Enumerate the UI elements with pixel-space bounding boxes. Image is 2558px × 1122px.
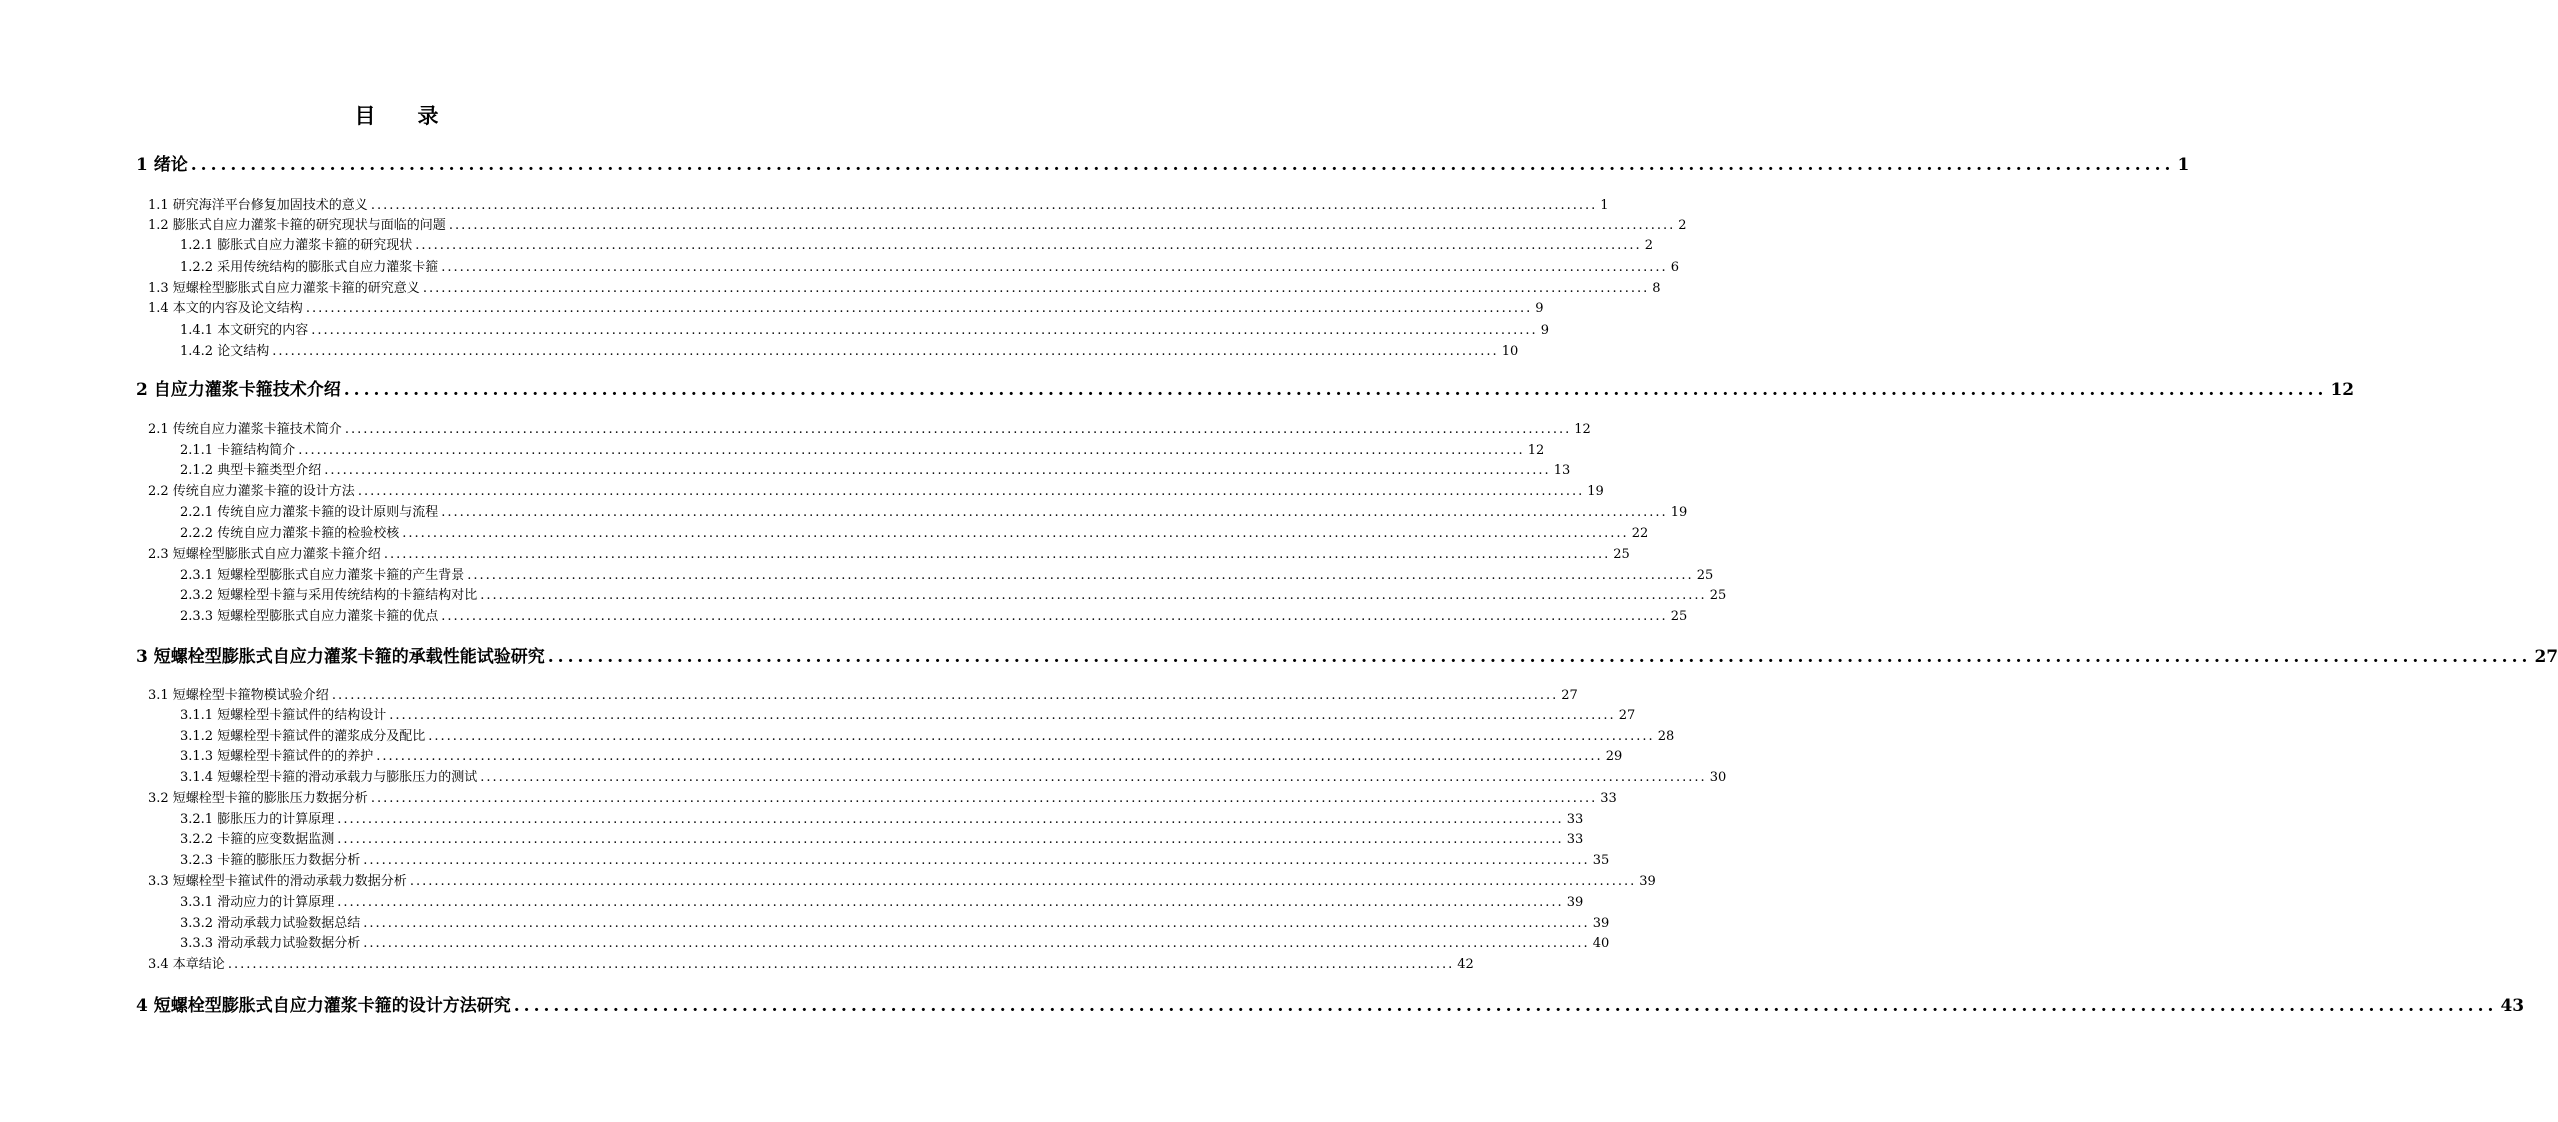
toc-chapter-entry[interactable] bbox=[136, 153, 2190, 177]
toc-page-number: 1 bbox=[1600, 198, 1609, 213]
toc-page-number: 28 bbox=[1657, 729, 1675, 744]
toc-leader-dots: ........................................................................................................................................................................................................ bbox=[370, 198, 1598, 213]
toc-page-number: 39 bbox=[1592, 916, 1610, 931]
toc-leader-dots: ........................................................................................................................................................................................................ bbox=[422, 281, 1650, 296]
toc-leader-dots: ........................................................................................................................................................................................................ bbox=[272, 344, 1499, 359]
toc-entry-label: 2.2.1 传统自应力灌浆卡箍的设计原则与流程 bbox=[180, 505, 439, 520]
toc-leader-dots: ........................................................................................................................................................................................................ bbox=[428, 729, 1655, 744]
toc-page-number: 33 bbox=[1600, 791, 1617, 806]
toc-page-number: 1 bbox=[2177, 155, 2190, 175]
toc-entry-label: 3.2.1 膨胀压力的计算原理 bbox=[180, 812, 335, 827]
toc-subsection-entry[interactable] bbox=[180, 747, 1623, 767]
toc-leader-dots: ........................................................................................................................................................................................................ bbox=[480, 588, 1707, 603]
toc-leader-dots: ........................................................................................................................................................................................................ bbox=[363, 916, 1590, 931]
toc-leader-dots: ........................................................................................................................................................................................................ bbox=[547, 647, 2532, 667]
toc-page-number: 12 bbox=[2330, 380, 2355, 400]
toc-page-number: 22 bbox=[1631, 526, 1649, 541]
toc-entry-label: 3.2.3 卡箍的膨胀压力数据分析 bbox=[180, 853, 361, 868]
toc-leader-dots: ........................................................................................................................................................................................................ bbox=[363, 936, 1590, 951]
toc-page-number: 43 bbox=[2500, 996, 2525, 1016]
toc-leader-dots: ........................................................................................................................................................................................................ bbox=[357, 484, 1585, 499]
toc-leader-dots: ........................................................................................................................................................................................................ bbox=[376, 749, 1603, 764]
toc-page-number: 27 bbox=[1561, 688, 1578, 703]
toc-section-entry[interactable] bbox=[148, 279, 1661, 299]
toc-entry-label: 3 短螺栓型膨胀式自应力灌浆卡箍的承载性能试验研究 bbox=[136, 647, 545, 667]
toc-leader-dots: ........................................................................................................................................................................................................ bbox=[402, 526, 1629, 541]
toc-entry-label: 3.3.2 滑动承载力试验数据总结 bbox=[180, 916, 361, 931]
toc-entry-label: 2.2.2 传统自应力灌浆卡箍的检验校核 bbox=[180, 526, 400, 541]
page-title: 目 录 bbox=[354, 103, 439, 128]
toc-entry-label: 3.3.1 滑动应力的计算原理 bbox=[180, 895, 335, 910]
toc-subsection-entry[interactable] bbox=[180, 607, 1688, 627]
toc-entry-label: 3.1 短螺栓型卡箍物模试验介绍 bbox=[148, 688, 329, 703]
toc-leader-dots: ........................................................................................................................................................................................................ bbox=[324, 463, 1551, 478]
toc-entry-label: 3.1.2 短螺栓型卡箍试件的灌浆成分及配比 bbox=[180, 729, 426, 744]
toc-subsection-entry[interactable] bbox=[180, 851, 1610, 871]
toc-section-entry[interactable] bbox=[148, 216, 1687, 236]
toc-page-number: 39 bbox=[1566, 895, 1584, 910]
toc-page-number: 25 bbox=[1709, 588, 1727, 603]
toc-page-number: 6 bbox=[1670, 260, 1679, 275]
toc-leader-dots: ........................................................................................................................................................................................................ bbox=[370, 791, 1598, 806]
toc-subsection-entry[interactable] bbox=[180, 258, 1679, 278]
toc-entry-label: 3.4 本章结论 bbox=[148, 957, 225, 972]
toc-entry-label: 3.3 短螺栓型卡箍试件的滑动承载力数据分析 bbox=[148, 874, 407, 889]
toc-entry-label: 2.3.2 短螺栓型卡箍与采用传统结构的卡箍结构对比 bbox=[180, 588, 478, 603]
toc-entry-label: 1.2.1 膨胀式自应力灌浆卡箍的研究现状 bbox=[180, 238, 413, 253]
toc-subsection-entry[interactable] bbox=[180, 321, 1549, 341]
toc-entry-label: 2 自应力灌浆卡箍技术介绍 bbox=[136, 380, 341, 400]
toc-leader-dots: ........................................................................................................................................................................................................ bbox=[363, 853, 1590, 868]
toc-page-number: 13 bbox=[1553, 463, 1571, 478]
toc-subsection-entry[interactable] bbox=[180, 342, 1519, 362]
toc-entry-label: 3.1.1 短螺栓型卡箍试件的结构设计 bbox=[180, 708, 387, 723]
toc-entry-label: 1 绪论 bbox=[136, 155, 188, 175]
toc-page-number: 10 bbox=[1501, 344, 1519, 359]
toc-page-number: 12 bbox=[1574, 422, 1591, 437]
toc-page-number: 39 bbox=[1639, 874, 1656, 889]
toc-section-entry[interactable] bbox=[148, 420, 1591, 440]
toc-leader-dots: ........................................................................................................................................................................................................ bbox=[227, 957, 1455, 972]
toc-entry-label: 3.3.3 滑动承载力试验数据分析 bbox=[180, 936, 361, 951]
toc-entry-label: 2.1.2 典型卡箍类型介绍 bbox=[180, 463, 322, 478]
toc-leader-dots: ........................................................................................................................................................................................................ bbox=[441, 505, 1668, 520]
toc-page-number: 33 bbox=[1566, 812, 1584, 827]
toc-subsection-entry[interactable] bbox=[180, 706, 1636, 726]
toc-page-number: 2 bbox=[1644, 238, 1653, 253]
toc-leader-dots: ........................................................................................................................................................................................................ bbox=[305, 301, 1533, 316]
toc-entry-label: 1.2.2 采用传统结构的膨胀式自应力灌浆卡箍 bbox=[180, 260, 439, 275]
toc-entry-label: 3.2 短螺栓型卡箍的膨胀压力数据分析 bbox=[148, 791, 368, 806]
toc-subsection-entry[interactable] bbox=[180, 934, 1610, 954]
toc-leader-dots: ........................................................................................................................................................................................................ bbox=[441, 609, 1668, 624]
toc-entry-label: 1.2 膨胀式自应力灌浆卡箍的研究现状与面临的问题 bbox=[148, 218, 446, 233]
toc-leader-dots: ........................................................................................................................................................................................................ bbox=[311, 323, 1538, 338]
toc-leader-dots: ........................................................................................................................................................................................................ bbox=[337, 832, 1564, 847]
toc-section-entry[interactable] bbox=[148, 872, 1656, 892]
toc-page-number: 27 bbox=[1618, 708, 1636, 723]
toc-page-number: 27 bbox=[2534, 647, 2558, 667]
toc-section-entry[interactable] bbox=[148, 686, 1578, 706]
toc-subsection-entry[interactable] bbox=[180, 893, 1584, 913]
toc-leader-dots: ........................................................................................................................................................................................................ bbox=[467, 568, 1694, 583]
toc-entry-label: 1.4.1 本文研究的内容 bbox=[180, 323, 309, 338]
toc-chapter-entry[interactable] bbox=[136, 994, 2525, 1018]
toc-leader-dots: ........................................................................................................................................................................................................ bbox=[337, 812, 1564, 827]
toc-section-entry[interactable] bbox=[148, 545, 1630, 565]
toc-entry-label: 3.1.4 短螺栓型卡箍的滑动承载力与膨胀压力的测试 bbox=[180, 770, 478, 785]
toc-subsection-entry[interactable] bbox=[180, 727, 1675, 747]
toc-page-number: 42 bbox=[1457, 957, 1474, 972]
toc-entry-label: 3.1.3 短螺栓型卡箍试件的的养护 bbox=[180, 749, 374, 764]
toc-section-entry[interactable] bbox=[148, 955, 1474, 975]
toc-page-number: 33 bbox=[1566, 832, 1584, 847]
toc-leader-dots: ........................................................................................................................................................................................................ bbox=[343, 380, 2328, 400]
toc-entry-label: 4 短螺栓型膨胀式自应力灌浆卡箍的设计方法研究 bbox=[136, 996, 511, 1016]
toc-section-entry[interactable] bbox=[148, 196, 1609, 216]
toc-leader-dots: ........................................................................................................................................................................................................ bbox=[298, 443, 1525, 458]
toc-leader-dots: ........................................................................................................................................................................................................ bbox=[383, 547, 1611, 562]
toc-subsection-entry[interactable] bbox=[180, 236, 1653, 256]
toc-chapter-entry[interactable] bbox=[136, 378, 2355, 402]
toc-section-entry[interactable] bbox=[148, 299, 1544, 319]
toc-section-entry[interactable] bbox=[148, 789, 1617, 809]
toc-entry-label: 1.4 本文的内容及论文结构 bbox=[148, 301, 303, 316]
toc-subsection-entry[interactable] bbox=[180, 524, 1649, 544]
toc-leader-dots: ........................................................................................................................................................................................................ bbox=[389, 708, 1616, 723]
toc-leader-dots: ........................................................................................................................................................................................................ bbox=[331, 688, 1559, 703]
toc-entry-label: 2.2 传统自应力灌浆卡箍的设计方法 bbox=[148, 484, 355, 499]
toc-entry-label: 2.3.3 短螺栓型膨胀式自应力灌浆卡箍的优点 bbox=[180, 609, 439, 624]
toc-page-number: 25 bbox=[1670, 609, 1688, 624]
toc-subsection-entry[interactable] bbox=[180, 461, 1571, 481]
toc-page-number: 25 bbox=[1613, 547, 1630, 562]
toc-page-number: 19 bbox=[1670, 505, 1688, 520]
toc-leader-dots: ........................................................................................................................................................................................................ bbox=[448, 218, 1676, 233]
toc-subsection-entry[interactable] bbox=[180, 503, 1688, 523]
toc-page-number: 30 bbox=[1709, 770, 1727, 785]
toc-page-number: 9 bbox=[1540, 323, 1549, 338]
toc-leader-dots: ........................................................................................................................................................................................................ bbox=[190, 155, 2175, 175]
toc-entry-label: 2.3.1 短螺栓型膨胀式自应力灌浆卡箍的产生背景 bbox=[180, 568, 465, 583]
toc-page-number: 25 bbox=[1696, 568, 1714, 583]
toc-page-number: 19 bbox=[1587, 484, 1604, 499]
toc-subsection-entry[interactable] bbox=[180, 830, 1584, 850]
toc-entry-label: 1.4.2 论文结构 bbox=[180, 344, 270, 359]
toc-entry-label: 2.1.1 卡箍结构简介 bbox=[180, 443, 296, 458]
toc-subsection-entry[interactable] bbox=[180, 441, 1545, 461]
toc-entry-label: 1.3 短螺栓型膨胀式自应力灌浆卡箍的研究意义 bbox=[148, 281, 420, 296]
toc-subsection-entry[interactable] bbox=[180, 810, 1584, 830]
toc-page-number: 35 bbox=[1592, 853, 1610, 868]
toc-page-number: 29 bbox=[1605, 749, 1623, 764]
toc-entry-label: 2.1 传统自应力灌浆卡箍技术简介 bbox=[148, 422, 342, 437]
toc-subsection-entry[interactable] bbox=[180, 586, 1727, 606]
toc-subsection-entry[interactable] bbox=[180, 566, 1714, 586]
toc-chapter-entry[interactable] bbox=[136, 645, 2558, 669]
toc-entry-label: 1.1 研究海洋平台修复加固技术的意义 bbox=[148, 198, 368, 213]
toc-page-number: 8 bbox=[1652, 281, 1661, 296]
toc-leader-dots: ........................................................................................................................................................................................................ bbox=[513, 996, 2498, 1016]
toc-subsection-entry[interactable] bbox=[180, 914, 1610, 934]
toc-leader-dots: ........................................................................................................................................................................................................ bbox=[344, 422, 1572, 437]
toc-leader-dots: ........................................................................................................................................................................................................ bbox=[409, 874, 1637, 889]
toc-subsection-entry[interactable] bbox=[180, 768, 1727, 788]
toc-leader-dots: ........................................................................................................................................................................................................ bbox=[441, 260, 1668, 275]
toc-page-number: 9 bbox=[1535, 301, 1544, 316]
toc-section-entry[interactable] bbox=[148, 482, 1604, 502]
toc-leader-dots: ........................................................................................................................................................................................................ bbox=[415, 238, 1642, 253]
toc-entry-label: 2.3 短螺栓型膨胀式自应力灌浆卡箍介绍 bbox=[148, 547, 381, 562]
toc-page-number: 40 bbox=[1592, 936, 1610, 951]
toc-page-number: 2 bbox=[1678, 218, 1687, 233]
toc-leader-dots: ........................................................................................................................................................................................................ bbox=[480, 770, 1707, 785]
toc-page-number: 12 bbox=[1527, 443, 1545, 458]
toc-entry-label: 3.2.2 卡箍的应变数据监测 bbox=[180, 832, 335, 847]
toc-leader-dots: ........................................................................................................................................................................................................ bbox=[337, 895, 1564, 910]
